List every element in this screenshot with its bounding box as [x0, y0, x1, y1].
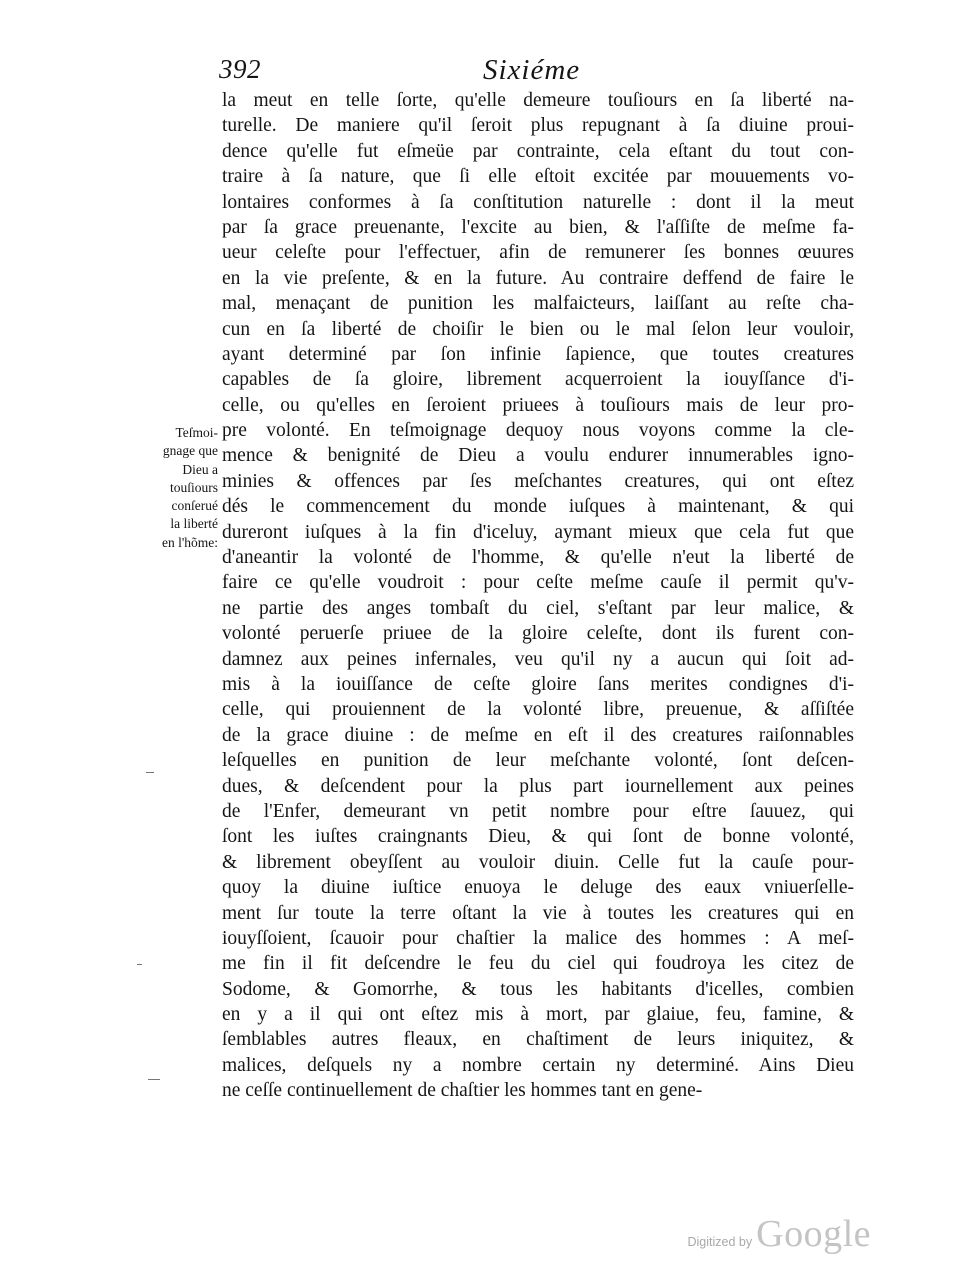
text-line: en la vie preſente, & en la future. Au contraire deffend de faire le [222, 267, 854, 289]
scan-speck [137, 964, 142, 965]
text-line: leſquelles en punition de leur meſchante volonté, ſont deſcen- [222, 750, 854, 772]
text-line: & librement obeyſſent au vouloir diuin. Celle fut la cauſe pour- [222, 851, 854, 873]
page-number: 392 [219, 54, 261, 84]
margin-note-line: Dieu a [182, 461, 218, 477]
page-header [215, 50, 855, 90]
margin-note-line: la liberté [170, 516, 218, 532]
text-line: par ſa grace preuenante, l'excite au bien, & l'aſſiſte de meſme fa- [222, 216, 854, 238]
text-line: celle, qui prouiennent de la volonté libre, preuenue, & aſſiſtée [222, 699, 854, 721]
text-line: ayant determiné par ſon infinie ſapience, que toutes creatures [222, 343, 854, 365]
text-line: mis à la iouiſſance de ceſte gloire ſans merites condignes d'i- [222, 673, 854, 695]
text-line: ne ceſſe continuellement de chaſtier les hommes tant en gene- [222, 1080, 703, 1102]
text-line: pre volonté. En teſmoignage dequoy nous voyons comme la cle- [222, 420, 854, 442]
text-line: Sodome, & Gomorrhe, & tous les habitants d'icelles, combien [222, 978, 854, 1000]
body-text [222, 88, 854, 1104]
text-line: minies & offences par ſes meſchantes creatures, qui ont eſtez [222, 470, 854, 492]
text-line: volonté peruerſe priuee de la gloire celeſte, dont ils furent con- [222, 623, 854, 645]
text-line: ſemblables autres fleaux, en chaſtiment de leurs iniquitez, & [222, 1029, 854, 1051]
text-line: ne partie des anges tombaſt du ciel, s'eſtant par leur malice, & [222, 597, 854, 619]
text-line: en y a il qui ont eſtez mis à mort, par glaiue, feu, famine, & [222, 1004, 854, 1026]
text-line: ment ſur toute la terre oſtant la vie à toutes les creatures qui en [222, 902, 854, 924]
margin-note-line: en l'hõme: [161, 534, 218, 550]
text-line: dence qu'elle fut eſmeüe par contrainte, cela eſtant du tout con- [222, 140, 854, 162]
text-line: d'aneantir la volonté de l'homme, & qu'elle n'eut la liberté de [222, 547, 854, 569]
text-line: celle, ou qu'elles en ſeroient priuees à touſiours mais de leur pro- [222, 394, 854, 416]
text-line: ſont les iuſtes craingnants Dieu, & qui ſont de bonne volonté, [222, 826, 854, 848]
text-line: iouyſſoient, ſcauoir pour chaſtier la malice des hommes : A meſ- [222, 927, 854, 949]
text-line: cun en ſa liberté de choiſir le bien ou le mal ſelon leur vouloir, [222, 318, 854, 340]
scan-speck [146, 772, 154, 773]
running-head: Sixiéme [483, 54, 581, 86]
text-line: me fin il fit deſcendre le feu du ciel qui foudroya les citez de [222, 953, 854, 975]
digitized-watermark [688, 1212, 872, 1256]
text-line: damnez aux peines infernales, veu qu'il ny a aucun qui ſoit ad- [222, 648, 854, 670]
text-line: faire ce qu'elle voudroit : pour ceſte meſme cauſe il permit qu'v- [222, 572, 854, 594]
margin-note-line: Teſmoi- [175, 425, 218, 440]
text-line: mal, menaçant de punition les malfaicteurs, laiſſant au reſte cha- [222, 293, 854, 315]
text-line: la meut en telle ſorte, qu'elle demeure touſiours en ſa liberté na- [222, 90, 854, 111]
text-line: capables de ſa gloire, librement acquerroient la iouyſſance d'i- [222, 369, 854, 391]
watermark-label: Digitized by [687, 1235, 753, 1249]
margin-note-line: gnage que [162, 443, 218, 459]
text-line: de l'Enfer, demeurant vn petit nombre pour eſtre ſauuez, qui [222, 800, 854, 822]
text-line: dés le commencement du monde iuſques à maintenant, & qui [222, 496, 854, 518]
google-logo: Google [756, 1213, 871, 1255]
text-line: traire à ſa nature, que ſi elle eſtoit excitée par mouuements vo- [222, 166, 854, 188]
margin-note-line: conſerué [171, 498, 218, 514]
text-line: quoy la diuine iuſtice enuoya le deluge des eaux vniuerſelle- [222, 877, 854, 899]
text-line: dureront iuſques à la fin d'iceluy, aymant mieux que cela fut que [222, 521, 854, 543]
text-line: dues, & deſcendent pour la plus part iournellement aux peines [222, 775, 854, 797]
text-line: turelle. De maniere qu'il ſeroit plus repugnant à ſa diuine proui- [222, 115, 854, 137]
text-line: ueur celeſte pour l'effectuer, afin de remunerer ſes bonnes œuures [222, 242, 854, 264]
text-line: mence & benignité de Dieu a voulu endurer innumerables igno- [222, 445, 854, 467]
margin-note-line: touſiours [169, 479, 218, 495]
text-line: de la grace diuine : de meſme en eſt il des creatures raiſonnables [222, 724, 854, 746]
text-line: lontaires conformes à ſa conſtitution naturelle : dont il la meut [222, 191, 854, 213]
margin-note [126, 424, 218, 552]
text-line: malices, deſquels ny a nombre certain ny determiné. Ains Dieu [222, 1054, 854, 1076]
scan-speck [148, 1079, 160, 1080]
